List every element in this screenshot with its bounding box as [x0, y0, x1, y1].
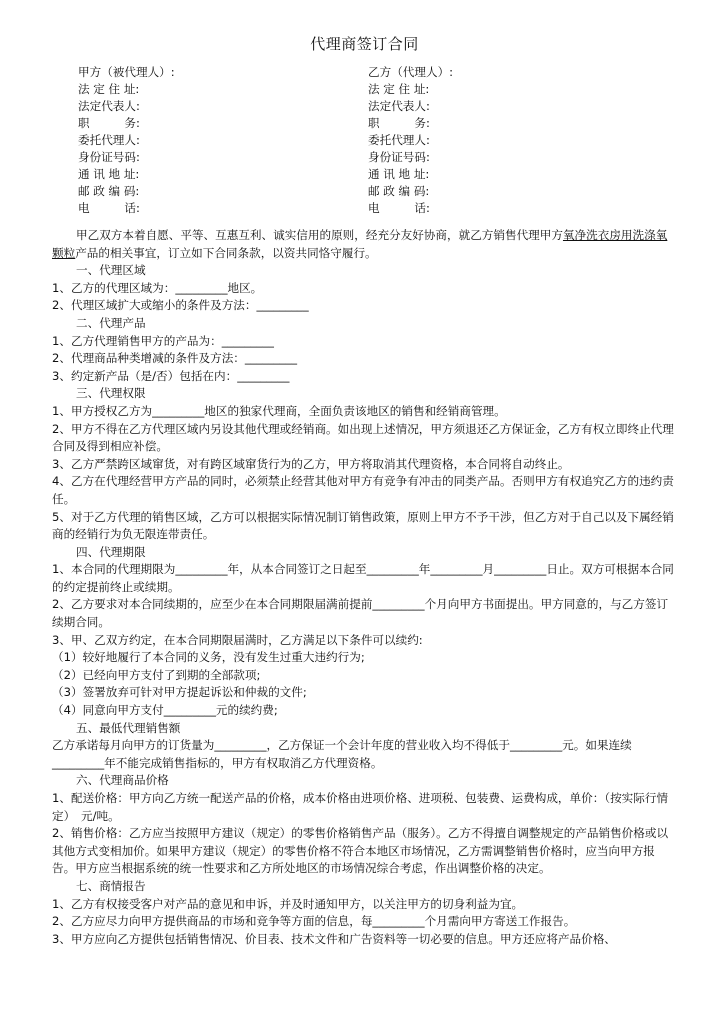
party-a-legal-rep: 法定代表人: [78, 99, 140, 113]
intro-paragraph [52, 227, 677, 262]
sub-clause: （3）签署放弃可针对甲方提起诉讼和仲裁的文件; [52, 685, 307, 700]
clause: 3、乙方严禁跨区域窜货，对有跨区域窜货行为的乙方，甲方将取消其代理资格，本合同将自动终止。 [52, 456, 570, 471]
intro-text-b: 产品的相关事宜，订立如下合同条款，以资共同恪守履行。 [75, 245, 377, 260]
document-title: 代理商签订合同 [310, 35, 419, 53]
party-b-mail-address: 通 讯 地 址: [368, 167, 430, 181]
sub-clause: （1）较好地履行了本合同的义务，没有发生过重大违约行为; [52, 650, 365, 665]
section-heading: 一、代理区域 [76, 263, 146, 278]
section-heading: 二、代理产品 [76, 315, 146, 330]
party-a-position: 职 务: [78, 116, 140, 130]
section-heading: 三、代理权限 [76, 386, 146, 401]
party-b-column [368, 64, 658, 217]
section-heading: 五、最低代理销售额 [76, 720, 181, 735]
clause: 2、乙方应尽力向甲方提供商品的市场和竞争等方面的信息，每_________个月需向甲方寄送工作报告。 [52, 914, 576, 929]
sub-clause: （4）同意向甲方支付_________元的续约费; [52, 703, 278, 718]
party-a-id: 身份证号码: [78, 150, 140, 164]
party-b-postcode: 邮 政 编 码: [368, 184, 430, 198]
clause: 1、配送价格：甲方向乙方统一配送产品的价格，成本价格由进项价格、进项税、包装费、运费构成，单价：（按实际行情定） 元/吨。 [52, 791, 669, 823]
clause: 乙方承诺每月向甲方的订货量为_________，乙方保证一个会计年度的营业收入均不得低于_________元。如果连续_________年不能完成销售指标的，甲方有权取消乙方代理资格。 [52, 738, 632, 770]
party-a-mail-address: 通 讯 地 址: [78, 167, 140, 181]
party-a-label: 甲方（被代理人）: [78, 65, 175, 79]
party-a-address: 法 定 住 址: [78, 82, 140, 96]
party-b-label: 乙方（代理人）: [368, 65, 454, 79]
clause: 2、代理区域扩大或缩小的条件及方法：_________ [52, 298, 309, 313]
section-heading: 六、代理商品价格 [76, 773, 169, 788]
party-a-phone: 电 话: [78, 201, 140, 215]
document-page [0, 34, 725, 1024]
party-b-position: 职 务: [368, 116, 430, 130]
intro-product-name: 氧净洗衣房用洗涤氧颗粒 [52, 228, 668, 260]
section-heading: 四、代理期限 [76, 544, 146, 559]
party-a-column [78, 64, 368, 217]
party-b-address: 法 定 住 址: [368, 82, 430, 96]
clause: 4、乙方在代理经营甲方产品的同时，必须禁止经营其他对甲方有竞争有冲击的同类产品。否则甲方有权追究乙方的违约责任。 [52, 474, 674, 506]
party-b-legal-rep: 法定代表人: [368, 99, 430, 113]
clause: 5、对于乙方代理的销售区域，乙方可以根据实际情况制订销售政策，原则上甲方不予干涉，但乙方对于自己以及下属经销商的经销行为负无限连带责任。 [52, 509, 674, 542]
party-a-postcode: 邮 政 编 码: [78, 184, 140, 198]
clause: 1、乙方的代理区域为：_________地区。 [52, 280, 263, 295]
contract-body [52, 227, 677, 948]
clause: 2、销售价格：乙方应当按照甲方建议（规定）的零售价格销售产品（服务）。乙方不得擅自调整规定的产品销售价格或以其他方式变相加价。如果甲方建议（规定）的零售价格不符合本地区市场情况，乙方需调整销售价格时，应当向甲方报告。甲方应当根据系统的统一性要求和乙方所处地区的市场情况综合考虑，作出调整价格的决定。 [52, 826, 669, 876]
clause: 3、约定新产品（是/否）包括在内：_________ [52, 368, 290, 383]
party-a-agent: 委托代理人: [78, 133, 140, 147]
clause: 1、甲方授权乙方为_________地区的独家代理商，全面负责该地区的销售和经销商管理。 [52, 403, 506, 418]
clause: 2、乙方要求对本合同续期的，应至少在本合同期限届满前提前_________个月向甲方书面提出。甲方同意的，与乙方签订续期合同。 [52, 597, 669, 630]
clause: 1、本合同的代理期限为_________年，从本合同签订之日起至_________年_________月_________日止。双方可根据本合同的约定提前终止或续期。 [52, 562, 674, 594]
party-info-block [52, 64, 677, 217]
intro-text-a: 甲乙双方本着自愿、平等、互惠互利、诚实信用的原则，经充分友好协商，就乙方销售代理甲方 [76, 228, 563, 242]
party-b-id: 身份证号码: [368, 150, 430, 164]
clause: 2、甲方不得在乙方代理区域内另设其他代理或经销商。如出现上述情况，甲方须退还乙方保证金，乙方有权立即终止代理合同及得到相应补偿。 [52, 421, 674, 454]
clause: 3、甲方应向乙方提供包括销售情况、价目表、技术文件和广告资料等一切必要的信息。甲方还应将产品价格、 [52, 931, 616, 946]
clause: 1、乙方有权接受客户对产品的意见和申诉，并及时通知甲方，以关注甲方的切身利益为宜。 [52, 896, 524, 911]
clause: 2、代理商品种类增减的条件及方法：_________ [52, 351, 298, 366]
clause: 3、甲、乙双方约定，在本合同期限届满时，乙方满足以下条件可以续约: [52, 632, 423, 647]
section-heading: 七、商情报告 [76, 878, 146, 893]
sub-clause: （2）已经向甲方支付了到期的全部款项; [52, 667, 261, 682]
clause: 1、乙方代理销售甲方的产品为：_________ [52, 333, 274, 348]
party-b-agent: 委托代理人: [368, 133, 430, 147]
party-b-phone: 电 话: [368, 201, 430, 215]
